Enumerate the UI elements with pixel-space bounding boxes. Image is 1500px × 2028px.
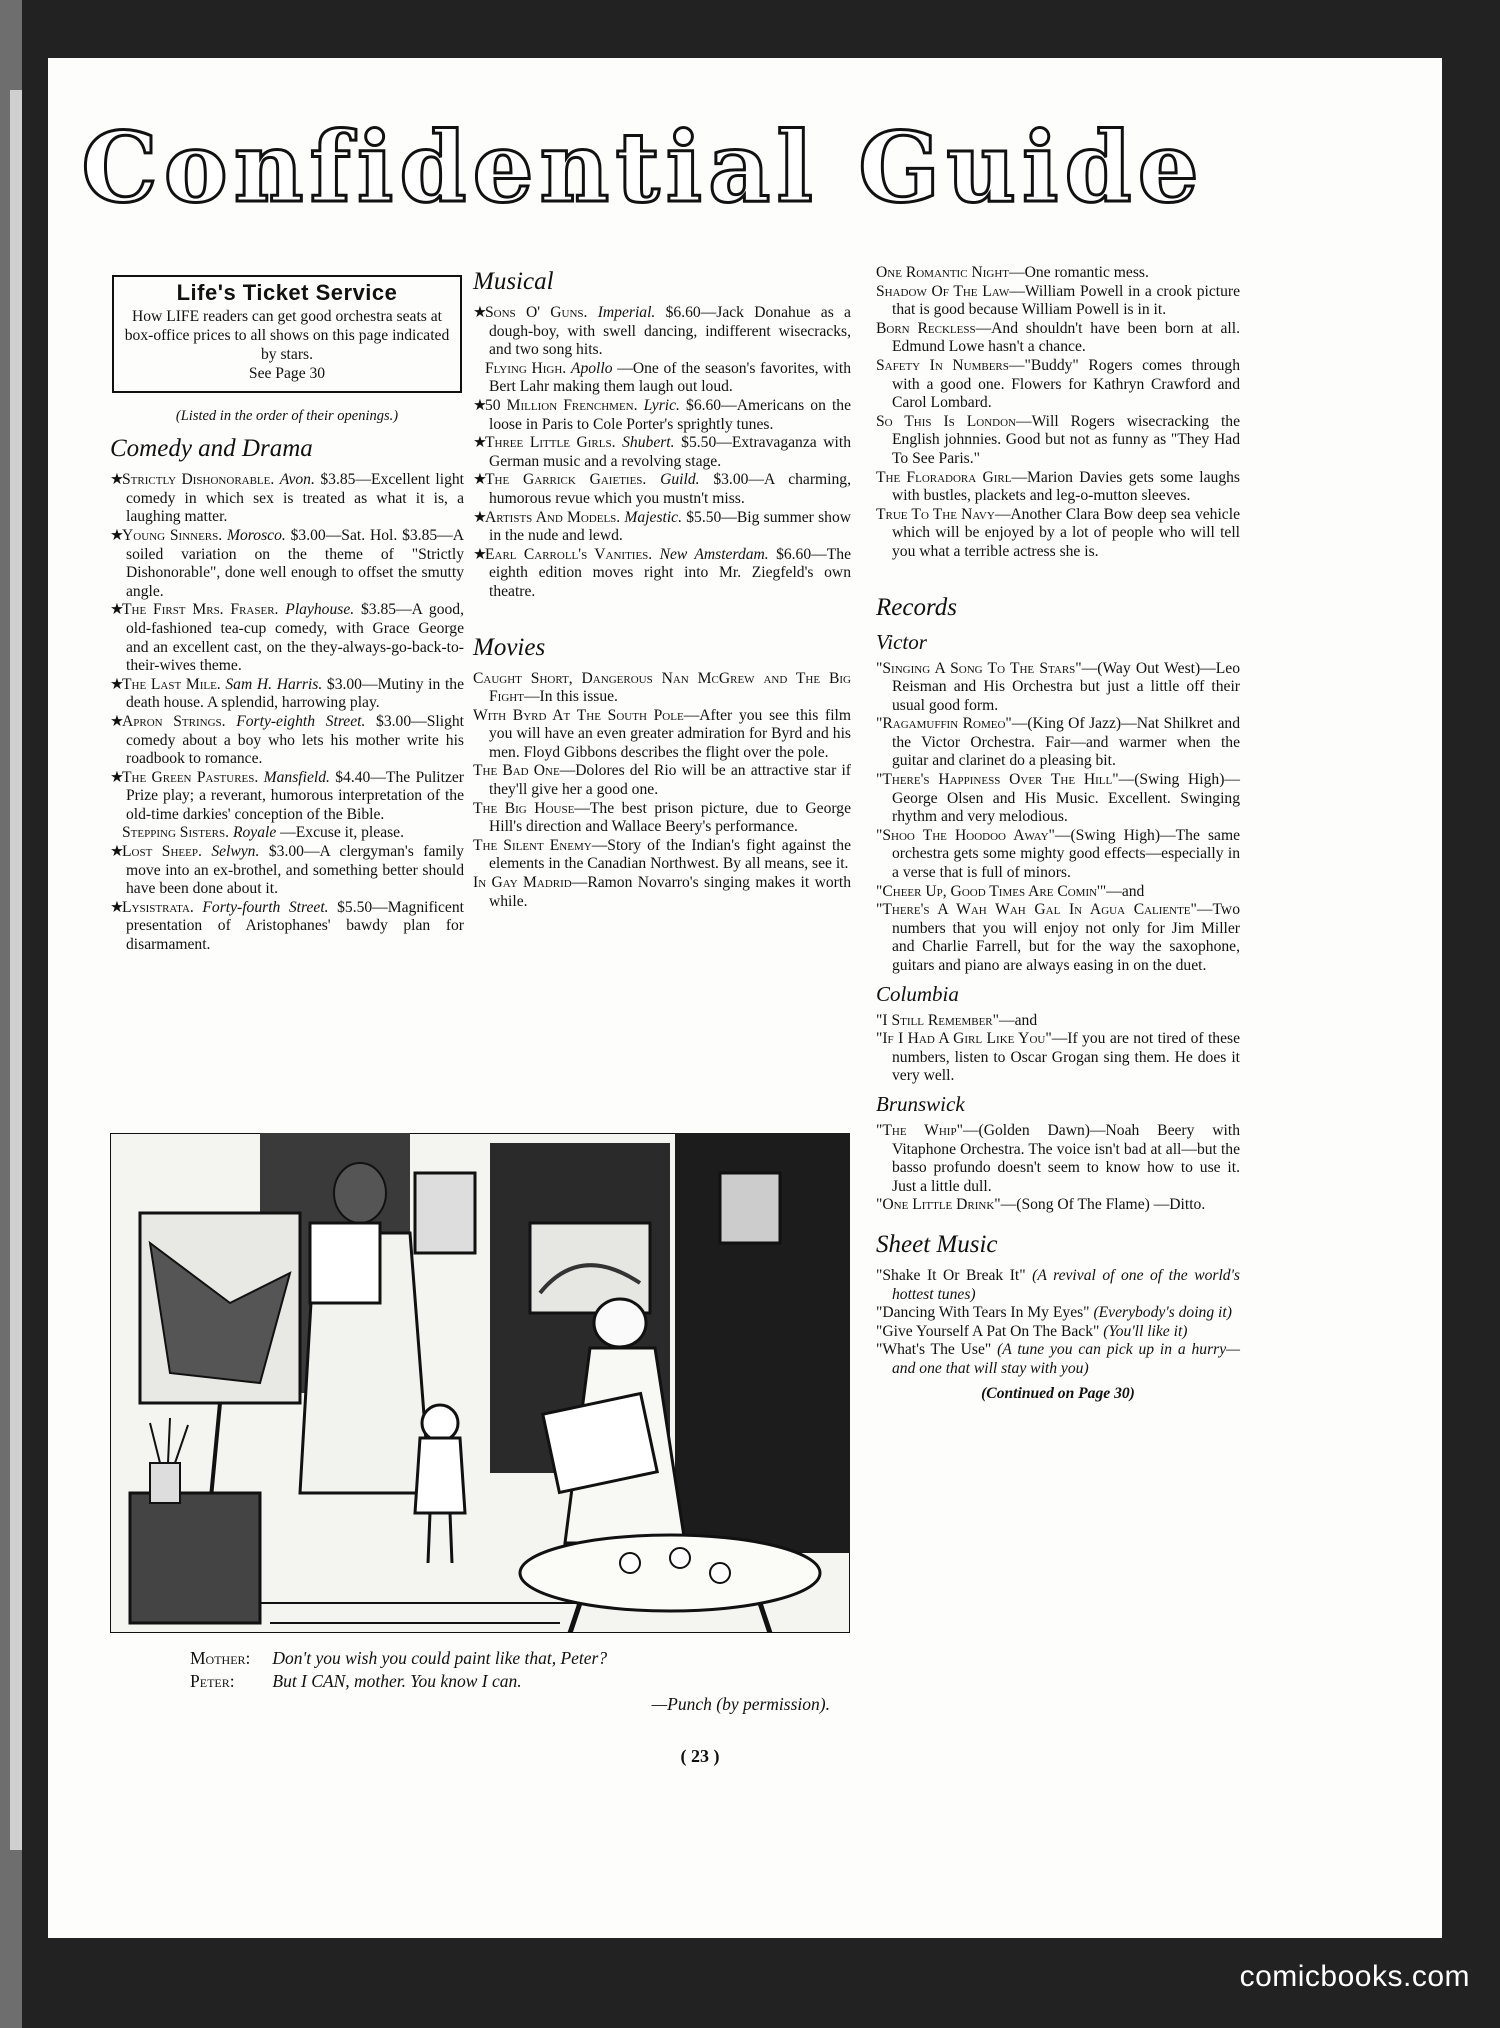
listing-title: The Bad One	[473, 762, 560, 780]
listing-title: So This Is London	[876, 412, 1016, 430]
listing-venue: Majestic.	[624, 508, 682, 526]
sheet-music-note: (A tune you can pick up in a hurry—and one that will stay with you)	[892, 1341, 1240, 1377]
label-brunswick: Brunswick	[876, 1091, 965, 1116]
listing-entry	[876, 1196, 1240, 1215]
sheet-music-title: "Shake It Or Break It"	[876, 1266, 1026, 1284]
ticket-service-body: How LIFE readers can get good orchestra seats at box-office prices to all shows on this page indicated by stars.	[124, 307, 450, 363]
listing-text: —(Song Of The Flame) —Ditto.	[1000, 1196, 1206, 1214]
column-middle	[473, 262, 851, 911]
order-note: (Listed in the order of their openings.)	[175, 407, 399, 424]
sheet-music-title: "Dancing With Tears In My Eyes"	[876, 1304, 1090, 1322]
listing-text: —Ramon Novarro's singing makes it worth while.	[489, 874, 851, 910]
star-icon: ★	[473, 396, 487, 414]
listing-text: —If you are not tired of these numbers, listen to Oscar Grogan sing them. He does it very well.	[892, 1030, 1241, 1085]
listing-entry	[473, 509, 851, 546]
listing-title: "If I Had A Girl Like You"	[876, 1030, 1052, 1048]
star-icon: ★	[110, 712, 124, 730]
listing-title: Flying High.	[485, 359, 567, 377]
watermark: comicbooks.com	[1239, 1960, 1470, 1993]
listing-text: —And shouldn't have been born at all. Edmund Lowe hasn't a chance.	[892, 319, 1240, 356]
listing-entry	[473, 670, 851, 707]
listing-text: $3.00—Mutiny in the death house. A splendid, harrowing play.	[126, 675, 464, 712]
star-icon: ★	[110, 675, 124, 693]
listing-text: $3.00—A clergyman's family move into an ex-brothel, and something better should have been done about it.	[126, 843, 464, 898]
sheet-music-note: (A revival of one of the world's hottest tunes)	[892, 1266, 1241, 1303]
listing-title: Earl Carroll's Vanities.	[485, 545, 653, 563]
listing-venue: Mansfield.	[263, 768, 330, 786]
listing-title: Strictly Dishonorable.	[122, 471, 275, 489]
listing-entry	[110, 899, 464, 955]
section-heading-comedy: Comedy and Drama	[110, 435, 313, 463]
listing-title: In Gay Madrid	[473, 874, 572, 892]
listing-entry	[110, 527, 464, 601]
page-number: ( 23 )	[680, 1746, 720, 1766]
listing-entry	[473, 707, 851, 763]
listing-text: $3.00—A charming, humorous revue which you mustn't miss.	[489, 471, 851, 507]
listing-entry	[876, 771, 1240, 827]
listing-title: Shadow Of The Law	[876, 282, 1010, 300]
sheet-music-entry	[876, 1323, 1240, 1342]
listing-entry	[876, 357, 1240, 413]
listing-entry	[876, 469, 1240, 506]
columbia-list	[876, 1012, 1240, 1086]
listing-entry	[110, 769, 464, 825]
movies-continued-list	[876, 264, 1240, 562]
label-victor: Victor	[876, 629, 927, 654]
movies-list	[473, 670, 851, 912]
listing-title: "Shoo The Hoodoo Away"	[876, 826, 1055, 844]
musical-list	[473, 304, 851, 602]
label-columbia: Columbia	[876, 981, 959, 1006]
listing-title: "The Whip"	[876, 1121, 963, 1139]
caption-speaker-peter: Peter:	[190, 1671, 235, 1691]
listing-venue: Playhouse.	[285, 601, 355, 619]
listing-text: —and	[999, 1011, 1038, 1029]
listing-text: $5.50—Magnificent presentation of Aristophanes' bawdy plan for disarmament.	[126, 898, 464, 954]
listing-venue: Morosco.	[227, 526, 286, 544]
listing-text: —Excuse it, please.	[280, 824, 405, 842]
listing-entry	[473, 874, 851, 911]
star-icon: ★	[110, 601, 124, 619]
listing-entry	[473, 762, 851, 799]
listing-venue: Royale	[232, 824, 277, 842]
listing-entry	[876, 883, 1240, 902]
listing-text: —One of the season's favorites, with Bert Lahr making them laugh out loud.	[489, 359, 852, 396]
listing-title: Sons O' Guns.	[485, 304, 588, 321]
listing-text: —One romantic mess.	[1009, 264, 1149, 281]
sheet-music-entry	[876, 1267, 1240, 1304]
listing-entry	[473, 837, 851, 874]
listing-entry	[876, 1122, 1240, 1196]
brunswick-list	[876, 1122, 1240, 1215]
listing-title: Born Reckless	[876, 319, 976, 337]
listing-title: Stepping Sisters.	[122, 824, 230, 842]
listing-venue: Imperial.	[597, 304, 656, 321]
listing-title: The First Mrs. Fraser.	[122, 601, 279, 619]
listing-entry	[473, 800, 851, 837]
listing-venue: Shubert.	[622, 434, 675, 452]
listing-text: $3.00—Slight comedy about a boy who lets his mother write his roadbook to romance.	[126, 712, 464, 768]
listing-text: $3.85—A good, old-fashioned tea-cup comedy, with Grace George and an excellent cast, on the they-always-go-back-to-their-wives theme.	[126, 601, 464, 675]
listing-entry	[110, 824, 464, 843]
listing-text: —"Buddy" Rogers comes through with a good one. Flowers for Kathryn Crawford and Carol Lombard.	[892, 356, 1240, 412]
listing-title: "There's A Wah Wah Gal In Agua Caliente"	[876, 901, 1197, 919]
listing-title: "Ragamuffin Romeo"	[876, 715, 1012, 733]
sheet-music-list	[876, 1267, 1240, 1379]
listing-text: —The best prison picture, due to George Hill's direction and Wallace Beery's performance.	[489, 799, 851, 836]
listing-entry	[876, 1030, 1240, 1086]
listing-title: "Cheer Up, Good Times Are Comin'"	[876, 882, 1107, 900]
listing-text: $6.60—Americans on the loose in Paris to Cole Porter's sprightly tunes.	[489, 396, 851, 433]
listing-text: —(Swing High)—The same orchestra gets some mighty good effects—especially in a verse that is full of minors.	[892, 826, 1241, 882]
listing-venue: Apollo	[570, 359, 613, 377]
listing-entry	[473, 397, 851, 434]
star-icon: ★	[110, 768, 124, 786]
listing-entry	[876, 506, 1240, 562]
listing-title: Safety In Numbers	[876, 356, 1009, 374]
listing-text: $3.00—Sat. Hol. $3.85—A soiled variation on the theme of "Strictly Dishonorable", done well enough to offset the smutty angle.	[126, 526, 465, 600]
listing-text: —(Golden Dawn)—Noah Beery with Vitaphone Orchestra. The voice isn't bad at all—but the basso profundo doesn't seem to know how to use it. Just a little dull.	[892, 1121, 1240, 1195]
continued-note: (Continued on Page 30)	[981, 1384, 1135, 1402]
listing-title: The Silent Enemy	[473, 836, 592, 854]
listing-title: The Garrick Gaieties.	[485, 471, 647, 489]
column-right	[876, 264, 1240, 1403]
listing-venue: Sam H. Harris.	[225, 675, 323, 693]
listing-entry	[473, 434, 851, 471]
listing-entry	[110, 676, 464, 713]
listing-text: $5.50—Big summer show in the nude and lewd.	[489, 508, 852, 545]
listing-entry	[876, 660, 1240, 716]
star-icon: ★	[110, 526, 124, 544]
listing-venue: Guild.	[660, 471, 700, 489]
ticket-service-box	[112, 275, 462, 393]
listing-title: "Singing A Song To The Stars"	[876, 659, 1082, 677]
listing-entry	[110, 713, 464, 769]
comedy-list	[110, 471, 464, 954]
sheet-music-entry	[876, 1304, 1240, 1323]
listing-venue: Lyric.	[643, 396, 680, 414]
listing-text: —Dolores del Rio will be an attractive star if they'll give her a good one.	[489, 762, 851, 799]
listing-entry	[110, 843, 464, 899]
listing-entry	[473, 304, 851, 360]
listing-title: Young Sinners.	[122, 526, 223, 544]
section-heading-musical: Musical	[473, 268, 554, 295]
listing-title: The Green Pastures.	[122, 768, 259, 786]
listing-title: Lost Sheep.	[122, 843, 202, 861]
star-icon: ★	[473, 471, 487, 489]
listing-entry	[473, 471, 851, 508]
listing-venue: New Amsterdam.	[659, 545, 769, 563]
listing-text: —Story of the Indian's fight against the elements in the Canadian Northwest. By all means, see it.	[489, 836, 851, 873]
star-icon: ★	[473, 545, 487, 563]
listing-title: "I Still Remember"	[876, 1011, 1000, 1029]
listing-entry	[876, 283, 1240, 320]
section-heading-sheet-music: Sheet Music	[876, 1230, 998, 1258]
listing-text: —(King Of Jazz)—Nat Shilkret and the Victor Orchestra. Fair—and warmer when the guitar and clarinet do a pleasing bit.	[892, 715, 1240, 770]
listing-title: "One Little Drink"	[876, 1196, 1001, 1214]
listing-text: —In this issue.	[523, 688, 618, 706]
caption-speaker-mother: Mother:	[190, 1648, 251, 1668]
listing-title: Lysistrata.	[122, 898, 194, 916]
cartoon-caption	[190, 1647, 830, 1716]
listing-entry	[876, 320, 1240, 357]
listing-text: $5.50—Extravaganza with German music and a revolving stage.	[489, 434, 852, 470]
section-heading-movies: Movies	[473, 633, 546, 661]
star-icon: ★	[110, 843, 124, 861]
listing-text: $3.85—Excellent light comedy in which sex is treated as what it is, a laughing matter.	[126, 471, 464, 526]
listing-entry	[110, 601, 464, 675]
star-icon: ★	[473, 508, 487, 526]
listing-venue: Selwyn.	[211, 843, 260, 861]
listing-text: —and	[1106, 882, 1145, 900]
listing-text: $6.60—The eighth edition moves right into Mr. Ziegfeld's own theatre.	[489, 545, 851, 600]
listing-title: With Byrd At The South Pole	[473, 706, 684, 724]
listing-title: 50 Million Frenchmen.	[485, 396, 638, 414]
caption-peter-line: But I CAN, mother. You know I can.	[272, 1671, 522, 1691]
star-icon: ★	[110, 898, 124, 916]
listing-text: —After you see this film you will have an even greater admiration for Byrd and his men. Floyd Gibbons describes the flight over the pole.	[489, 706, 851, 761]
sheet-music-entry	[876, 1341, 1240, 1378]
listing-entry	[876, 413, 1240, 469]
listing-title: One Romantic Night	[876, 264, 1009, 281]
listing-title: Apron Strings.	[122, 712, 226, 730]
listing-entry	[876, 827, 1240, 883]
listing-title: "There's Happiness Over The Hill"	[876, 771, 1119, 789]
listing-title: Artists And Models.	[485, 508, 621, 526]
listing-text: —(Swing High)—George Olsen and His Music. Excellent. Swinging rhythm and very melodious.	[892, 771, 1241, 826]
listing-entry	[876, 1012, 1240, 1031]
listing-text: $6.60—Jack Donahue as a dough-boy, with swell dancing, indifferent wisecracks, and two song hits.	[489, 304, 851, 359]
listing-text: —(Way Out West)—Leo Reisman and His Orchestra but just a little off their usual good form.	[892, 659, 1240, 714]
star-icon: ★	[473, 434, 487, 452]
listing-venue: Forty-fourth Street.	[202, 898, 329, 916]
listing-entry	[473, 360, 851, 397]
listing-text: —Marion Davies gets some laughs with bustles, plackets and leg-o-mutton sleeves.	[892, 468, 1240, 505]
listing-title: The Last Mile.	[122, 675, 221, 693]
listing-text: $4.40—The Pulitzer Prize play; a reverant, humorous interpretation of the old-time darkies' conception of the Bible.	[126, 768, 464, 823]
listing-title: The Floradora Girl	[876, 468, 1012, 486]
star-icon: ★	[473, 304, 487, 321]
scan-left-edge	[0, 0, 22, 2028]
column-left	[110, 275, 464, 955]
sheet-music-note: (You'll like it)	[1103, 1322, 1188, 1340]
listing-text: —Will Rogers wisecracking the English johnnies. Good but not as funny as "They Had To See Paris."	[892, 412, 1240, 467]
sheet-music-title: "Give Yourself A Pat On The Back"	[876, 1322, 1100, 1340]
listing-entry	[876, 901, 1240, 975]
listing-entry	[876, 715, 1240, 771]
ticket-service-title: Life's Ticket Service	[176, 280, 398, 305]
sheet-music-note: (Everybody's doing it)	[1093, 1304, 1232, 1322]
page-title: Confidential Guide	[81, 111, 1205, 224]
sheet-music-title: "What's The Use"	[876, 1341, 992, 1359]
cartoon-illustration	[110, 1133, 850, 1633]
listing-entry	[876, 264, 1240, 283]
listing-venue: Forty-eighth Street.	[236, 712, 366, 730]
section-heading-records: Records	[876, 593, 957, 621]
listing-title: Three Little Girls.	[485, 434, 616, 452]
listing-title: Caught Short, Dangerous Nan McGrew and The Big Fight	[473, 669, 851, 706]
listing-text: —Two numbers that you will enjoy not only for Jim Miller and Charlie Farrell, but for the way the saxophone, guitars and piano are always easing in on the duet.	[892, 901, 1240, 974]
caption-credit: —Punch (by permission).	[651, 1694, 830, 1714]
listing-venue: Avon.	[279, 471, 315, 489]
listing-title: The Big House	[473, 799, 575, 817]
listing-text: —Another Clara Bow deep sea vehicle which will be enjoyed by a lot of people who will tell you what a terrible actress she is.	[892, 505, 1240, 560]
listing-entry	[473, 546, 851, 602]
listing-entry	[110, 471, 464, 527]
cartoon-drawing	[110, 1133, 850, 1633]
victor-list	[876, 660, 1240, 976]
caption-mother-line: Don't you wish you could paint like that, Peter?	[272, 1648, 608, 1668]
listing-title: True To The Navy	[876, 505, 995, 523]
star-icon: ★	[110, 471, 124, 489]
listing-text: —William Powell in a crook picture that is good because William Powell is in it.	[892, 282, 1240, 319]
ticket-service-see: See Page 30	[248, 364, 326, 382]
